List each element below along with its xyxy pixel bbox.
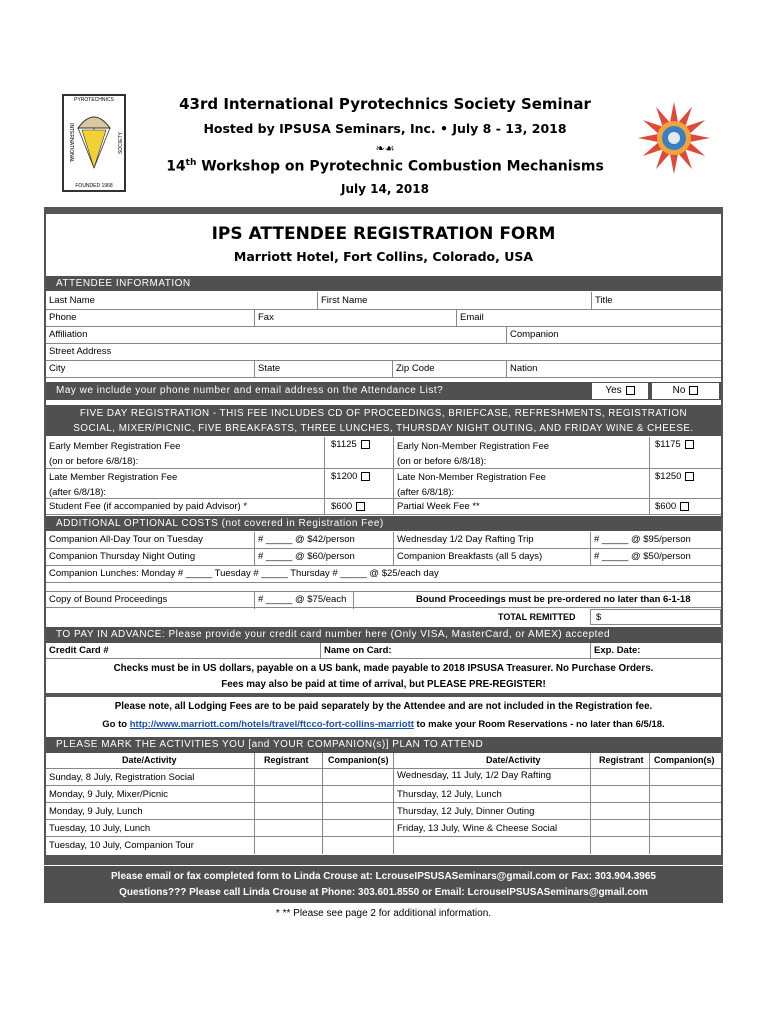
first-name-field[interactable]: First Name xyxy=(321,295,368,306)
breakfasts-qty[interactable]: # _____ @ $50/person xyxy=(594,551,691,562)
tour-row xyxy=(46,532,721,549)
seminar-host-dates: Hosted by IPSUSA Seminars, Inc. • July 8 - 13, 2018 xyxy=(203,121,567,136)
col-companion-left: Companion(s) xyxy=(328,755,389,765)
breakfasts-label: Companion Breakfasts (all 5 days) xyxy=(397,551,543,562)
early-member-fee[interactable]: $1125 xyxy=(331,439,370,450)
col-companion-right: Companion(s) xyxy=(654,755,715,765)
companion-lunches[interactable]: Companion Lunches: Monday # _____ Tuesday # _____ Thursday # _____ @ $25/each day xyxy=(49,568,439,579)
state-field[interactable]: State xyxy=(258,363,281,374)
questions-instruction: Questions??? Please call Linda Crouse at Phone: 303.601.8550 or Email: LcrouseIPSUSASeminars@gmail.com xyxy=(119,887,648,898)
student-fee-label: Student Fee (if accompanied by paid Advisor) * xyxy=(49,501,248,512)
seminar-title: 43rd International Pyrotechnics Society Seminar xyxy=(179,95,591,113)
companion-outing-qty[interactable]: # _____ @ $60/person xyxy=(258,551,355,562)
activity-right: Thursday, 12 July, Lunch xyxy=(397,789,502,800)
form-subtitle: Marriott Hotel, Fort Collins, Colorado, USA xyxy=(233,249,534,264)
top-bar xyxy=(44,207,723,214)
logo-left-text: INTERNATIONAL xyxy=(68,123,74,163)
affiliation-row xyxy=(46,327,721,344)
late-member-label: Late Member Registration Fee xyxy=(49,472,178,483)
payment-heading: TO PAY IN ADVANCE: Please provide your credit card number here (Only VISA, MasterCard, or AMEX) accepted xyxy=(46,627,721,643)
companion-tour-qty[interactable]: # _____ @ $42/person xyxy=(258,534,355,545)
col-date-right: Date/Activity xyxy=(486,755,541,765)
lunches-row xyxy=(46,566,721,583)
workshop-title: 14th Workshop on Pyrotechnic Combustion Mechanisms xyxy=(166,158,604,175)
five-day-heading: FIVE DAY REGISTRATION - THIS FEE INCLUDES CD OF PROCEEDINGS, BRIEFCASE, REFRESHMENTS, REGISTRATION SOCIAL, MIXER/PICNIC, FIVE BREAKFASTS, THREE LUNCHES, THURSDAY NIGHT OUTING, AND FRIDAY WINE & CHEESE. xyxy=(46,405,721,436)
late-fee-row: Late Member Registration Fee (after 6/8/18): $1200 Late Non-Member Registration Fee (after 6/8/18): $1250 xyxy=(46,469,721,499)
form-title: IPS ATTENDEE REGISTRATION FORM xyxy=(211,224,556,244)
total-row xyxy=(46,608,721,626)
card-row xyxy=(46,643,721,659)
activity-left: Sunday, 8 July, Registration Social xyxy=(49,772,195,783)
activities-heading: PLEASE MARK THE ACTIVITIES YOU [and YOUR COMPANION(s)] PLAN TO ATTEND xyxy=(46,737,721,753)
city-field[interactable]: City xyxy=(49,363,66,374)
affiliation-field[interactable]: Affiliation xyxy=(49,329,88,340)
activity-row xyxy=(46,803,721,820)
early-fee-row: Early Member Registration Fee (on or before 6/8/18): $1125 Early Non-Member Registration Fee (on or before 6/8/18): $1175 xyxy=(46,437,721,469)
attendee-heading: ATTENDEE INFORMATION xyxy=(46,276,721,291)
partial-week-label: Partial Week Fee ** xyxy=(397,501,480,512)
exp-date-field[interactable]: Exp. Date: xyxy=(594,645,641,656)
contact-footer xyxy=(44,866,723,903)
logo-right-text: SOCIETY xyxy=(118,132,124,154)
activity-left: Monday, 9 July, Lunch xyxy=(49,806,143,817)
late-nonmember-label: Late Non-Member Registration Fee xyxy=(397,472,546,483)
early-member-label: Early Member Registration Fee xyxy=(49,441,181,452)
workshop-date: July 14, 2018 xyxy=(341,182,429,196)
street-row xyxy=(46,344,721,361)
street-address-field[interactable]: Street Address xyxy=(49,346,112,357)
email-fax-instruction: Please email or fax completed form to Linda Crouse at: LcrouseIPSUSASeminars@gmail.com or Fax: 303.904.3965 xyxy=(111,871,656,882)
city-row xyxy=(46,361,721,378)
name-on-card-field[interactable]: Name on Card: xyxy=(324,645,392,656)
proceedings-note: Bound Proceedings must be pre-ordered no later than 6-1-18 xyxy=(416,594,691,605)
activity-row xyxy=(46,786,721,803)
student-fee[interactable]: $600 xyxy=(331,501,365,512)
activity-left: Tuesday, 10 July, Lunch xyxy=(49,823,151,834)
credit-card-field[interactable]: Credit Card # xyxy=(49,645,109,656)
companion-tour-label: Companion All-Day Tour on Tuesday xyxy=(49,534,204,545)
ornament: ❧☙ xyxy=(375,142,395,155)
email-field[interactable]: Email xyxy=(460,312,484,323)
activity-right: Thursday, 12 July, Dinner Outing xyxy=(397,806,535,817)
col-registrant-right: Registrant xyxy=(599,755,644,765)
checks-note: Checks must be in US dollars, payable on a US bank, made payable to 2018 IPSUSA Treasurer. No Purchase Orders. Fees may also be paid at time of arrival, but PLEASE PRE-REGISTER! xyxy=(113,663,654,690)
fax-field[interactable]: Fax xyxy=(258,312,274,323)
activity-row xyxy=(46,837,721,854)
activity-right: Wednesday, 11 July, 1/2 Day Rafting xyxy=(397,770,552,781)
student-fee-row xyxy=(46,499,721,515)
proceedings-row xyxy=(46,591,721,608)
total-remitted-label: TOTAL REMITTED xyxy=(498,612,576,622)
activity-row xyxy=(46,769,721,786)
page2-note: * ** Please see page 2 for additional information. xyxy=(275,908,492,919)
rafting-label: Wednesday 1/2 Day Rafting Trip xyxy=(397,534,534,545)
no-checkbox[interactable] xyxy=(689,386,698,395)
attendance-yes-option[interactable]: Yes xyxy=(592,383,648,399)
marriott-link[interactable]: http://www.marriott.com/hotels/travel/ftcco-fort-collins-marriott xyxy=(129,719,414,730)
name-row xyxy=(46,292,721,310)
rafting-qty[interactable]: # _____ @ $95/person xyxy=(594,534,691,545)
proceedings-label: Copy of Bound Proceedings xyxy=(49,594,168,605)
companion-outing-label: Companion Thursday Night Outing xyxy=(49,551,196,562)
partial-week-fee[interactable]: $600 xyxy=(655,501,689,512)
logo-top-text: PYROTECHNICS xyxy=(74,97,114,103)
col-date-left: Date/Activity xyxy=(122,755,177,765)
activity-row xyxy=(46,820,721,837)
reservation-note: Go to http://www.marriott.com/hotels/travel/ftcco-fort-collins-marriott to make your Room Reservations - no later than 6/5/18. xyxy=(102,719,665,730)
col-registrant-left: Registrant xyxy=(264,755,309,765)
late-member-fee[interactable]: $1200 xyxy=(331,471,370,482)
early-nonmember-label: Early Non-Member Registration Fee xyxy=(397,441,550,452)
zip-code-field[interactable]: Zip Code xyxy=(396,363,435,374)
companion-field[interactable]: Companion xyxy=(510,329,559,340)
last-name-field[interactable]: Last Name xyxy=(49,295,95,306)
contact-row xyxy=(46,310,721,327)
proceedings-qty[interactable]: # _____ @ $75/each xyxy=(258,594,347,605)
logo-bottom-text: FOUNDED 1968 xyxy=(75,183,113,189)
early-nonmember-fee[interactable]: $1175 xyxy=(655,439,694,450)
activity-left: Monday, 9 July, Mixer/Picnic xyxy=(49,789,168,800)
yes-checkbox[interactable] xyxy=(626,386,635,395)
title-field[interactable]: Title xyxy=(595,295,613,306)
nation-field[interactable]: Nation xyxy=(510,363,538,374)
activity-left: Tuesday, 10 July, Companion Tour xyxy=(49,840,194,851)
outing-row xyxy=(46,549,721,566)
activity-right: Friday, 13 July, Wine & Cheese Social xyxy=(397,823,558,834)
optional-costs-heading: ADDITIONAL OPTIONAL COSTS (not covered in Registration Fee) xyxy=(46,516,721,531)
attendance-no-option[interactable]: No xyxy=(652,383,719,399)
attendance-question: May we include your phone number and email address on the Attendance List? xyxy=(46,382,721,400)
late-nonmember-fee[interactable]: $1250 xyxy=(655,471,694,482)
phone-field[interactable]: Phone xyxy=(49,312,77,323)
total-remitted-field[interactable]: $ xyxy=(590,609,721,625)
activities-header-row xyxy=(46,753,721,769)
lodging-note: Please note, all Lodging Fees are to be paid separately by the Attendee and are not included in the Registration fee. xyxy=(114,701,653,712)
